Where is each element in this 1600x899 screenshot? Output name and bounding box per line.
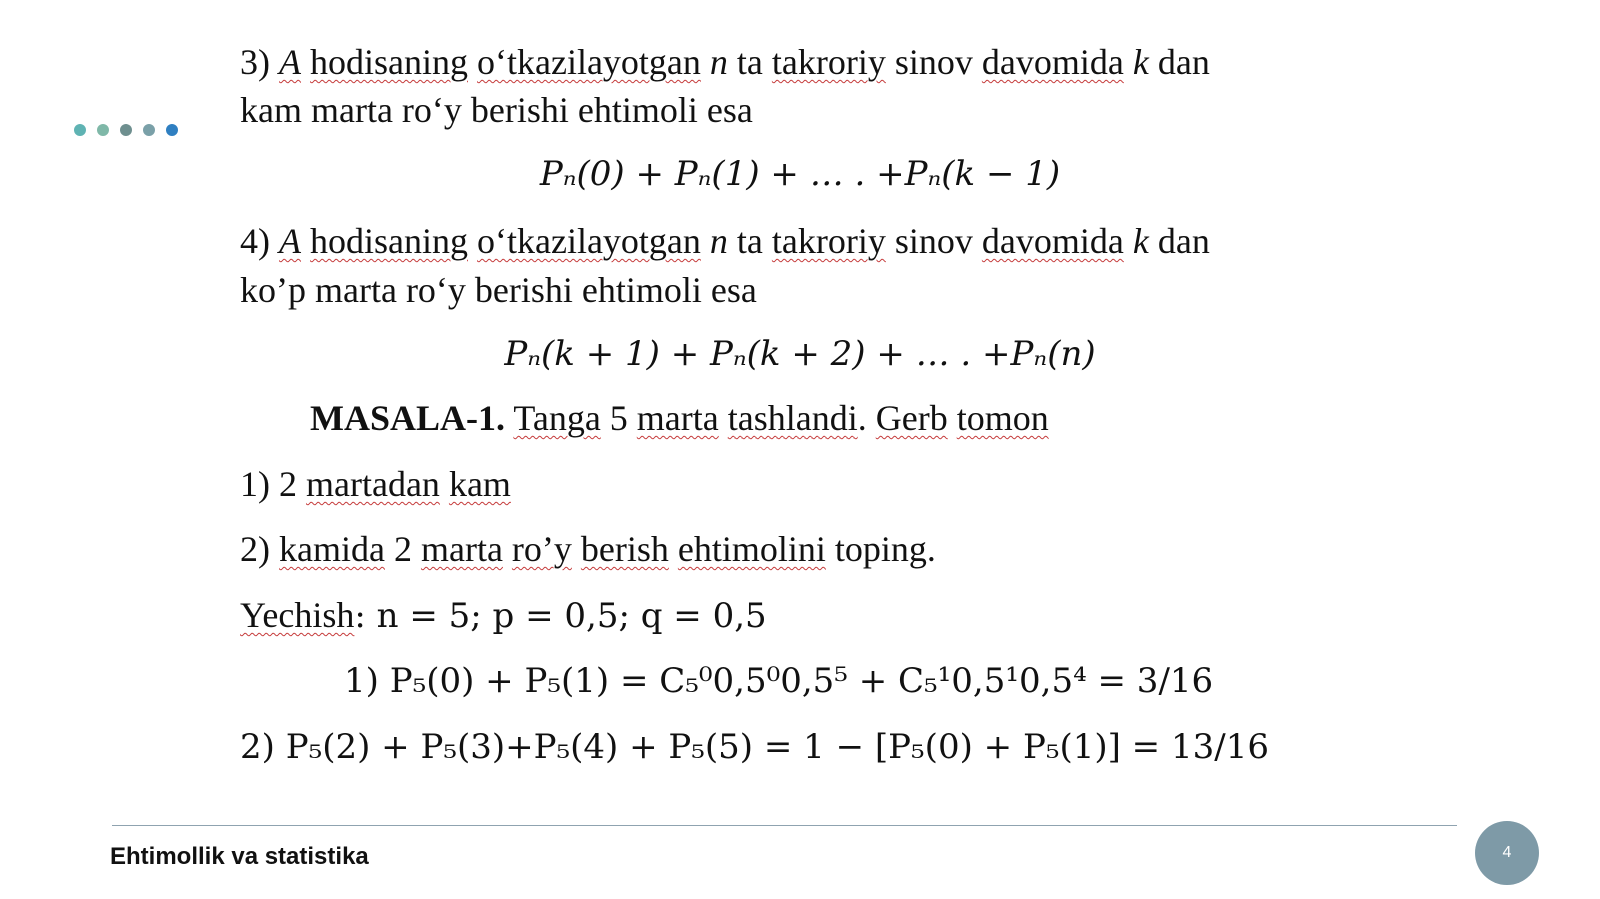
item3-line2: kam marta ro‘y berishi ehtimoli esa <box>240 90 753 130</box>
dot <box>120 124 132 136</box>
solution-formula-2: 2) P₅(2) + P₅(3)+P₅(4) + P₅(5) = 1 − [P₅(0) + P₅(1)] = 13/16 <box>240 727 1269 767</box>
footer-divider <box>112 825 1457 826</box>
dot <box>143 124 155 136</box>
dot <box>97 124 109 136</box>
dot <box>166 124 178 136</box>
dot <box>74 124 86 136</box>
item3-formula: Pₙ(0) + Pₙ(1) + … . +Pₙ(k − 1) <box>539 154 1061 194</box>
decorative-dots <box>74 124 178 136</box>
footer-title: Ehtimollik va statistika <box>110 843 369 870</box>
solution-formula-1: 1) P₅(0) + P₅(1) = C₅⁰0,5⁰0,5⁵ + C₅¹0,5¹0,5⁴ = 3/16 <box>344 661 1214 701</box>
solution-line: Yechish: n = 5; p = 0,5; q = 0,5 <box>240 595 767 636</box>
masala-title: MASALA-1. Tanga 5 marta tashlandi. Gerb tomon <box>310 398 1049 438</box>
item3-line1: 3) A hodisaning o‘tkazilayotgan n ta takroriy sinov davomida k dan <box>240 42 1210 82</box>
question-2: 2) kamida 2 marta ro’y berish ehtimolini toping. <box>240 529 936 569</box>
item4-formula: Pₙ(k + 1) + Pₙ(k + 2) + … . +Pₙ(n) <box>504 334 1096 374</box>
item4-line1: 4) A hodisaning o‘tkazilayotgan n ta takroriy sinov davomida k dan <box>240 221 1210 261</box>
item4-line2: ko’p marta ro‘y berishi ehtimoli esa <box>240 270 757 310</box>
question-1: 1) 2 martadan kam <box>240 464 511 504</box>
page-number-badge <box>1475 821 1539 885</box>
page-number: 4 <box>1502 844 1512 861</box>
